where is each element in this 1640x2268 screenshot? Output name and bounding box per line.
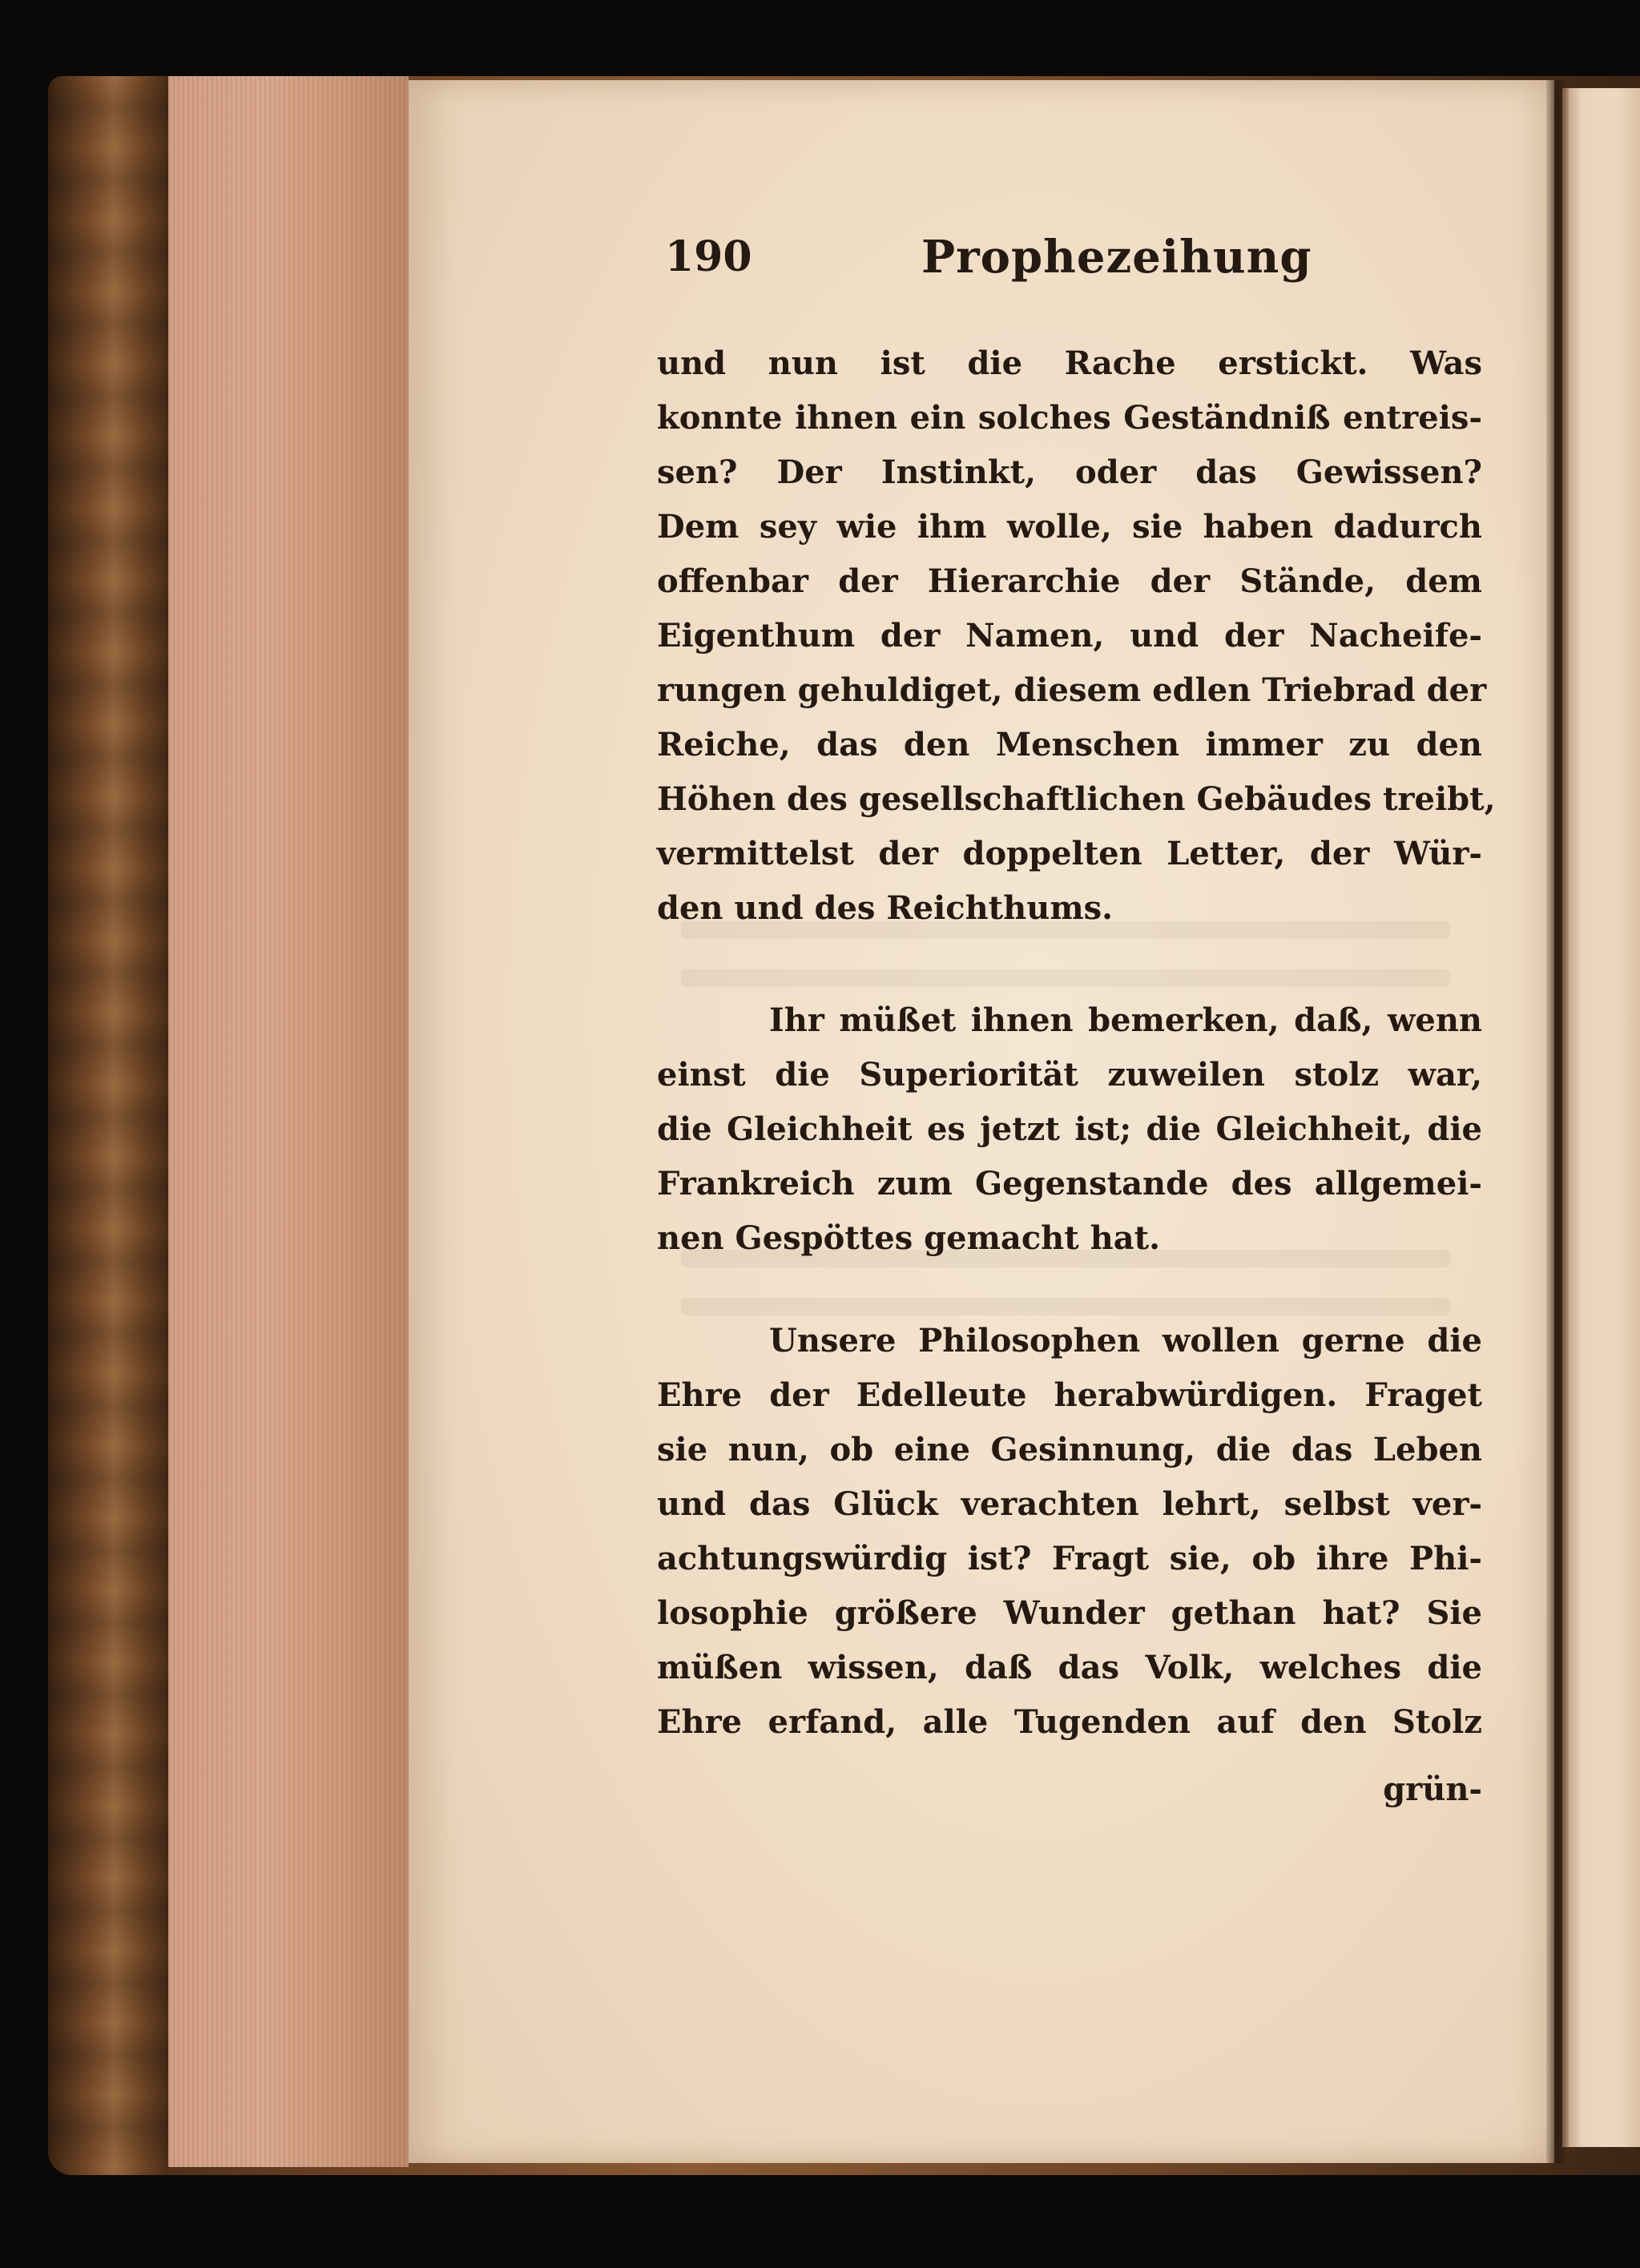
text-line: Dem sey wie ihm wolle, sie haben dadurch: [657, 508, 1482, 546]
text-line: Ihr müßet ihnen bemerken, daß, wenn: [769, 1001, 1482, 1039]
book-spine-edge: [48, 76, 168, 2175]
catchword: grün-: [1383, 1770, 1482, 1808]
text-line: und das Glück verachten lehrt, selbst ver-: [657, 1485, 1482, 1523]
text-line: Frankreich zum Gegenstande des allgemei-: [657, 1165, 1482, 1202]
facing-page-edge: [1562, 88, 1640, 2147]
page-block-edges: [168, 76, 409, 2167]
show-through-mark: [681, 1298, 1450, 1315]
paragraph-3: [657, 1314, 1482, 1750]
text-line: sie nun, ob eine Gesinnung, die das Leben: [657, 1431, 1482, 1468]
text-line: achtungswürdig ist? Fragt sie, ob ihre Phi-: [657, 1540, 1482, 1577]
text-line: den und des Reichthums.: [657, 889, 1114, 927]
text-line: Eigenthum der Namen, und der Nacheife-: [657, 617, 1482, 655]
text-line: die Gleichheit es jetzt ist; die Gleichheit, die: [657, 1110, 1482, 1148]
page-number: 190: [665, 232, 752, 281]
text-line: Unsere Philosophen wollen gerne die: [769, 1322, 1482, 1360]
show-through-mark: [681, 969, 1450, 987]
text-line: nen Gespöttes gemacht hat.: [657, 1219, 1161, 1257]
text-line: Ehre erfand, alle Tugenden auf den Stolz: [657, 1703, 1482, 1741]
text-line: vermittelst der doppelten Letter, der Wür-: [657, 835, 1482, 872]
running-head: [657, 224, 1482, 296]
text-line: und nun ist die Rache erstickt. Was: [657, 344, 1482, 382]
text-line: Höhen des gesellschaftlichen Gebäudes treibt,: [657, 780, 1496, 818]
text-line: müßen wissen, daß das Volk, welches die: [657, 1649, 1482, 1686]
text-line: Ehre der Edelleute herabwürdigen. Fraget: [657, 1376, 1482, 1414]
text-line: offenbar der Hierarchie der Stände, dem: [657, 562, 1482, 600]
text-line: Reiche, das den Menschen immer zu den: [657, 726, 1482, 763]
page-title: Prophezeihung: [921, 231, 1312, 284]
page-gutter: [1546, 80, 1569, 2163]
paragraph-1: [657, 336, 1496, 936]
text-line: konnte ihnen ein solches Geständniß entreis-: [657, 399, 1482, 437]
paragraph-2: [657, 993, 1482, 1266]
text-line: sen? Der Instinkt, oder das Gewissen?: [657, 453, 1482, 491]
text-line: einst die Superiorität zuweilen stolz war,: [657, 1056, 1482, 1094]
text-line: rungen gehuldiget, diesem edlen Triebrad der: [657, 671, 1487, 709]
text-line: losophie größere Wunder gethan hat? Sie: [657, 1594, 1482, 1632]
